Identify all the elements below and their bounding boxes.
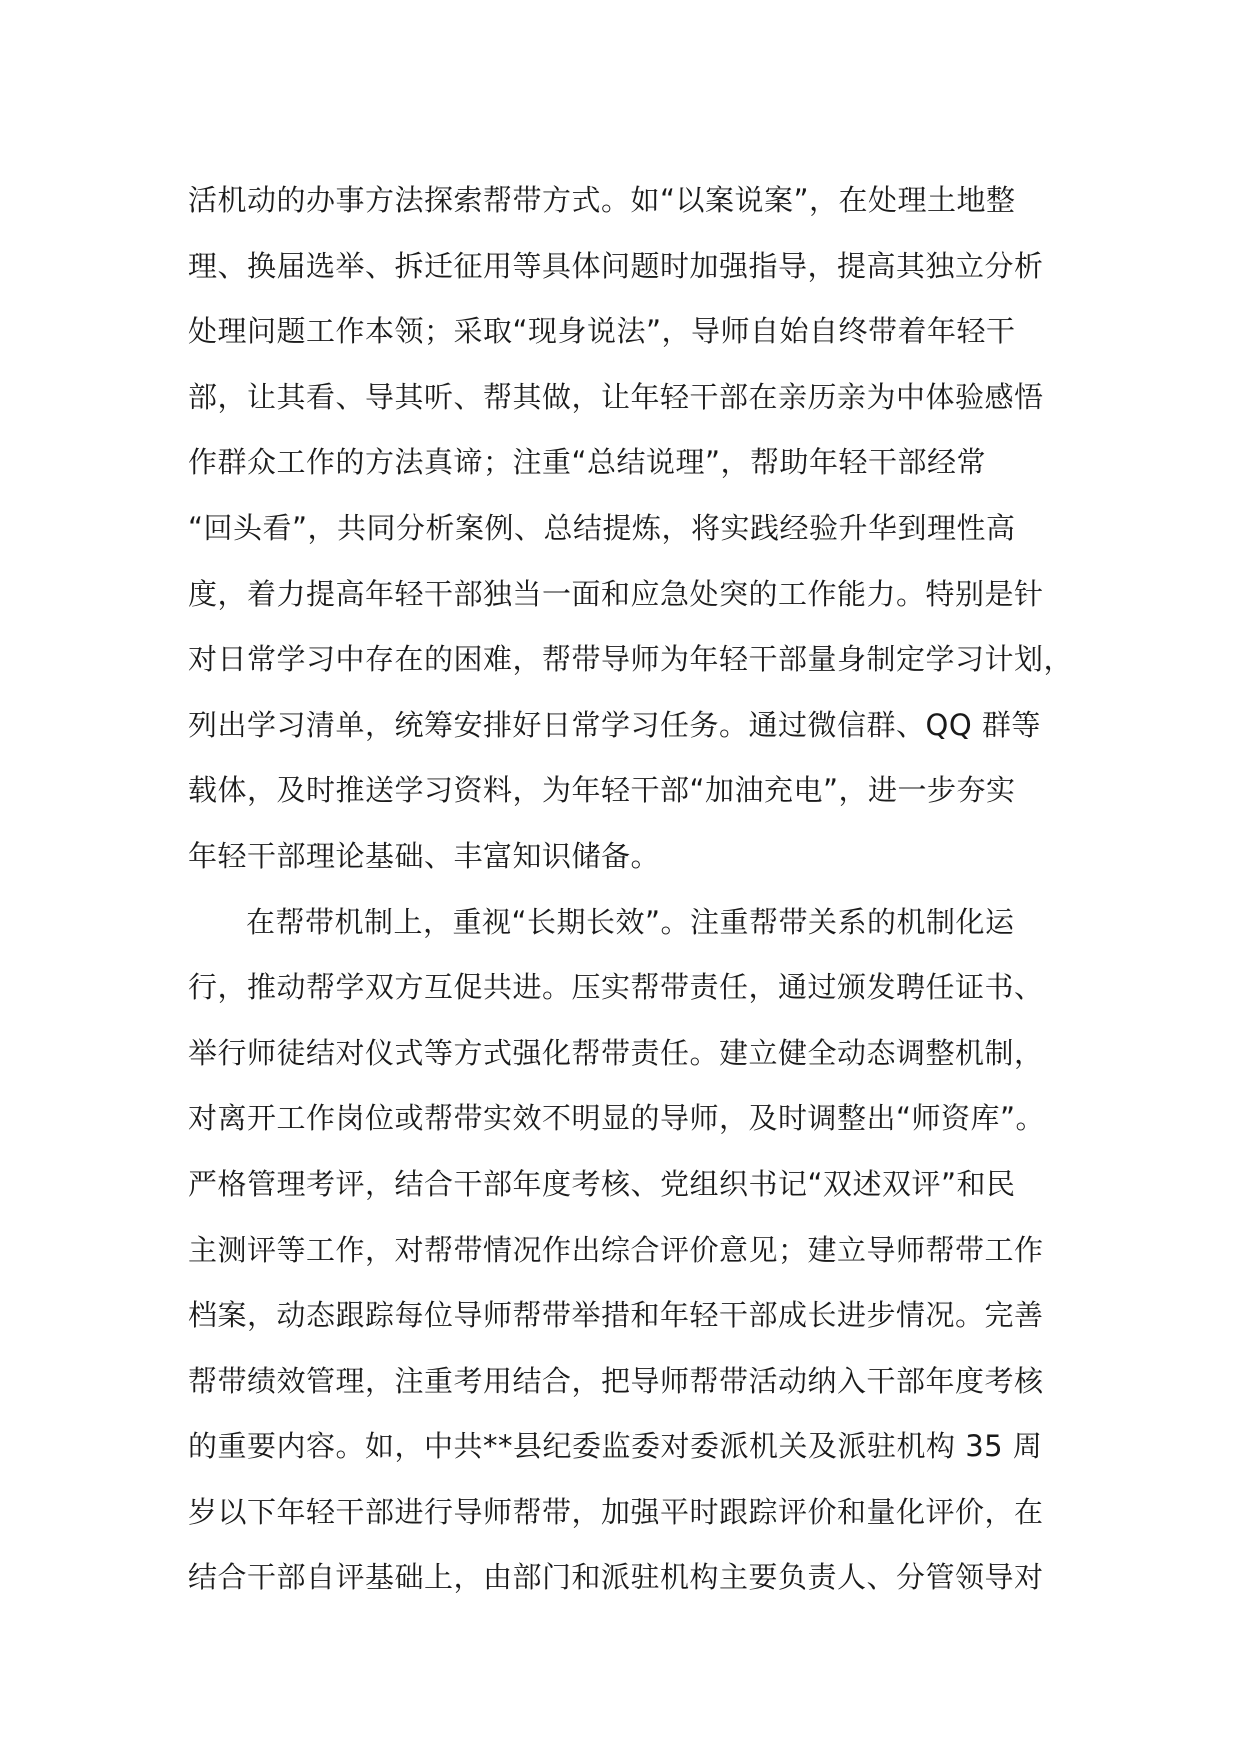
text-line: 档案，动态跟踪每位导师帮带举措和年轻干部成长进步情况。完善	[188, 1298, 1044, 1333]
text-line: 帮带绩效管理，注重考用结合，把导师帮带活动纳入干部年度考核	[188, 1363, 1044, 1398]
text-line: 结合干部自评基础上，由部门和派驻机构主要负责人、分管领导对	[188, 1560, 1044, 1595]
paragraph-start-line: 在帮带机制上，重视“长期长效”。注重帮带关系的机制化运	[246, 904, 1015, 939]
text-line: 主测评等工作，对帮带情况作出综合评价意见；建立导师帮带工作	[188, 1232, 1044, 1267]
text-line: 年轻干部理论基础、丰富知识储备。	[188, 838, 661, 873]
text-line: 部，让其看、导其听、帮其做，让年轻干部在亲历亲为中体验感悟	[188, 379, 1044, 414]
body-text	[188, 168, 1088, 1611]
text-line: 处理问题工作本领；采取“现身说法”，导师自始自终带着年轻干	[188, 314, 1016, 349]
text-line: 对离开工作岗位或帮带实效不明显的导师，及时调整出“师资库”。	[188, 1101, 1046, 1136]
text-line: 对日常学习中存在的困难，帮带导师为年轻干部量身制定学习计划，	[188, 642, 1074, 677]
text-line: 举行师徒结对仪式等方式强化帮带责任。建立健全动态调整机制，	[188, 1035, 1044, 1070]
text-line: “回头看”，共同分析案例、总结提炼，将实践经验升华到理性高	[188, 510, 1016, 545]
text-line: 作群众工作的方法真谛；注重“总结说理”，帮助年轻干部经常	[188, 445, 987, 480]
text-line: 列出学习清单，统筹安排好日常学习任务。通过微信群、QQ 群等	[188, 707, 1041, 742]
text-line: 岁以下年轻干部进行导师帮带，加强平时跟踪评价和量化评价，在	[188, 1494, 1044, 1529]
text-line: 理、换届选举、拆迁征用等具体问题时加强指导，提高其独立分析	[188, 248, 1044, 283]
text-line: 活机动的办事方法探索帮带方式。如“以案说案”，在处理土地整	[188, 183, 1016, 217]
text-line: 的重要内容。如，中共**县纪委监委对委派机关及派驻机构 35 周	[188, 1429, 1043, 1464]
text-line: 载体，及时推送学习资料，为年轻干部“加油充电”，进一步夯实	[188, 773, 1016, 808]
text-line: 严格管理考评，结合干部年度考核、党组织书记“双述双评”和民	[188, 1166, 1016, 1201]
text-line: 行，推动帮学双方互促共进。压实帮带责任，通过颁发聘任证书、	[188, 970, 1044, 1005]
text-line: 度，着力提高年轻干部独当一面和应急处突的工作能力。特别是针	[188, 576, 1044, 611]
